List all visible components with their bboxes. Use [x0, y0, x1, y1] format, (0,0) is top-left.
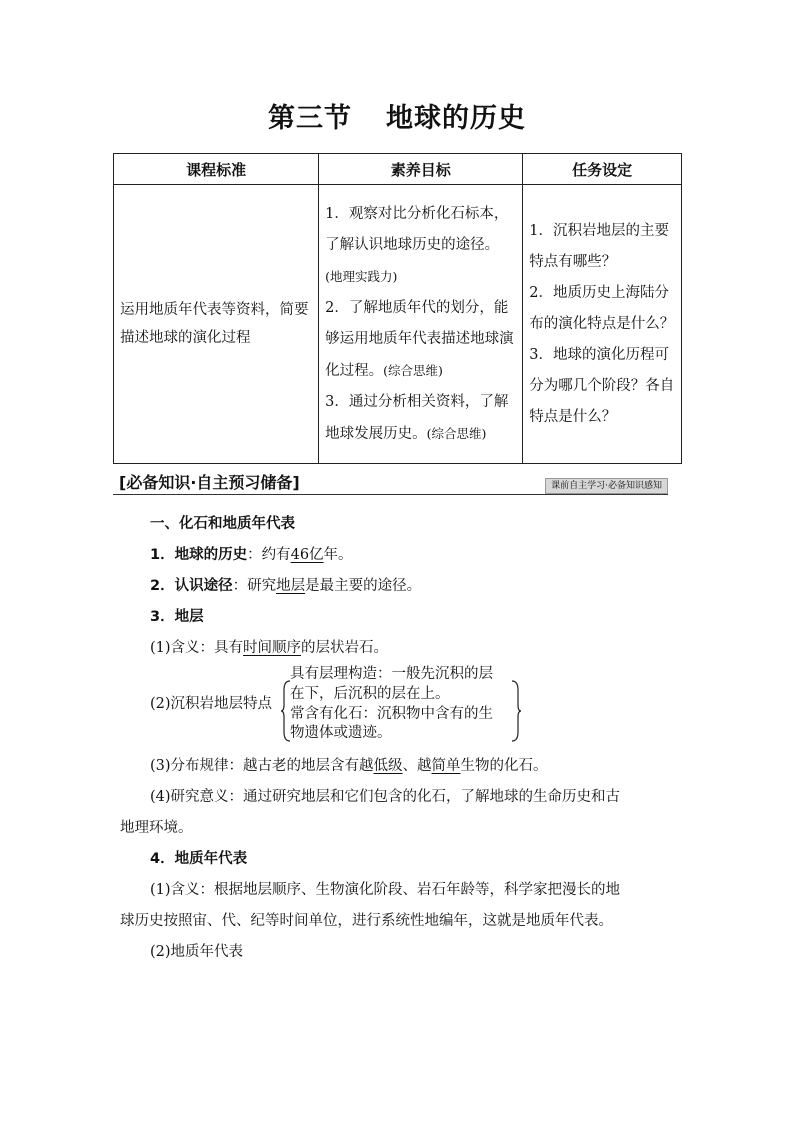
task-item: 1．沉积岩地层的主要特点有哪些？	[529, 222, 669, 270]
text: 生物的化石。	[460, 758, 548, 774]
strata-feature-label: (2)沉积岩地层特点	[150, 696, 273, 712]
answer: 低级	[373, 758, 403, 774]
strata-feature-line: 具有层理构造：一般先沉积的层	[290, 666, 493, 682]
course-standard-cell	[114, 185, 319, 464]
text: 是最主要的途径。	[305, 578, 422, 594]
heading-fossils: 一、化石和地质年代表	[150, 516, 295, 532]
strata-feature-line: 在下，后沉积的层在上。	[290, 686, 450, 702]
task-item: 2．地质历史上海陆分布的演化特点是什么？	[529, 284, 675, 332]
text: 年。	[323, 547, 353, 563]
answer: 地层	[276, 578, 306, 594]
label: 2．认识途径	[150, 578, 233, 594]
table-header-row	[114, 154, 682, 185]
right-brace-icon	[511, 680, 521, 742]
label: 1．地球的历史	[150, 547, 248, 563]
goal-note: (地理实践力)	[325, 268, 398, 284]
answer: 简单	[431, 758, 461, 774]
header-tasks: 任务设定	[523, 154, 682, 185]
section-number: 第三节	[268, 103, 352, 134]
paragraph-earth-history	[150, 543, 353, 564]
strata-feature-line: 物遗体或遗迹。	[290, 725, 392, 741]
goal-item	[325, 199, 516, 293]
header-goals: 素养目标	[319, 154, 523, 185]
goal-text: 3．通过分析相关资料，了解地球发展历史。	[325, 393, 509, 442]
paragraph-approach	[150, 574, 421, 595]
heading-time-scale: 4．地质年代表	[150, 851, 248, 867]
paragraph-time-scale-table: (2)地质年代表	[150, 944, 244, 960]
text: ：研究	[232, 578, 277, 594]
paragraph-time-scale-meaning-cont: 球历史按照宙、代、纪等时间单位，进行系统性地编年，这就是地质年代表。	[120, 913, 613, 929]
heading-strata: 3．地层	[150, 609, 204, 625]
task-item: 3．地球的演化历程可分为哪几个阶段？各自特点是什么？	[529, 346, 675, 425]
strata-feature-line: 常含有化石：沉积物中含有的生	[290, 706, 493, 722]
paragraph-strata-meaning	[150, 636, 388, 657]
text: ：约有	[247, 547, 291, 563]
paragraph-significance-cont: 地理环境。	[120, 820, 193, 836]
section-tag: 课前自主学习·必备知识感知	[545, 478, 668, 494]
text: 、越	[402, 758, 432, 774]
goals-cell	[319, 185, 523, 464]
header-standard: 课程标准	[114, 154, 319, 185]
section-bar	[113, 470, 668, 495]
goal-note: (综合思维)	[426, 425, 487, 441]
paragraph-significance: (4)研究意义：通过研究地层和它们包含的化石，了解地球的生命历史和古	[150, 789, 621, 805]
goal-text: 1．观察对比分析化石标本，了解认识地球历史的途径。	[325, 205, 509, 253]
goal-note: (综合思维)	[383, 362, 443, 378]
page-title	[0, 96, 794, 135]
paragraph-time-scale-meaning: (1)含义：根据地层顺序、生物演化阶段、岩石年龄等，科学家把漫长的地	[150, 882, 621, 898]
text: (1)含义：具有	[150, 640, 244, 656]
answer: 时间顺序	[243, 640, 302, 656]
section-title: 地球的历史	[386, 103, 526, 134]
course-standard-text: 运用地质年代表等资料，简要描述地球的演化过程	[120, 302, 309, 346]
paragraph-distribution	[150, 754, 548, 775]
table-row	[114, 185, 682, 464]
curriculum-table	[113, 153, 682, 464]
goal-item	[325, 293, 516, 387]
goal-item	[325, 387, 516, 450]
section-label: [必备知识·自主预习储备]	[119, 473, 300, 492]
goal-text: 2．了解地质年代的划分，能够运用地质年代表描述地球演化过程。	[325, 299, 514, 379]
text: (3)分布规律：越古老的地层含有越	[150, 758, 374, 774]
tasks-cell	[523, 185, 682, 464]
answer: 46亿	[290, 547, 324, 563]
text: 的层状岩石。	[301, 640, 389, 656]
